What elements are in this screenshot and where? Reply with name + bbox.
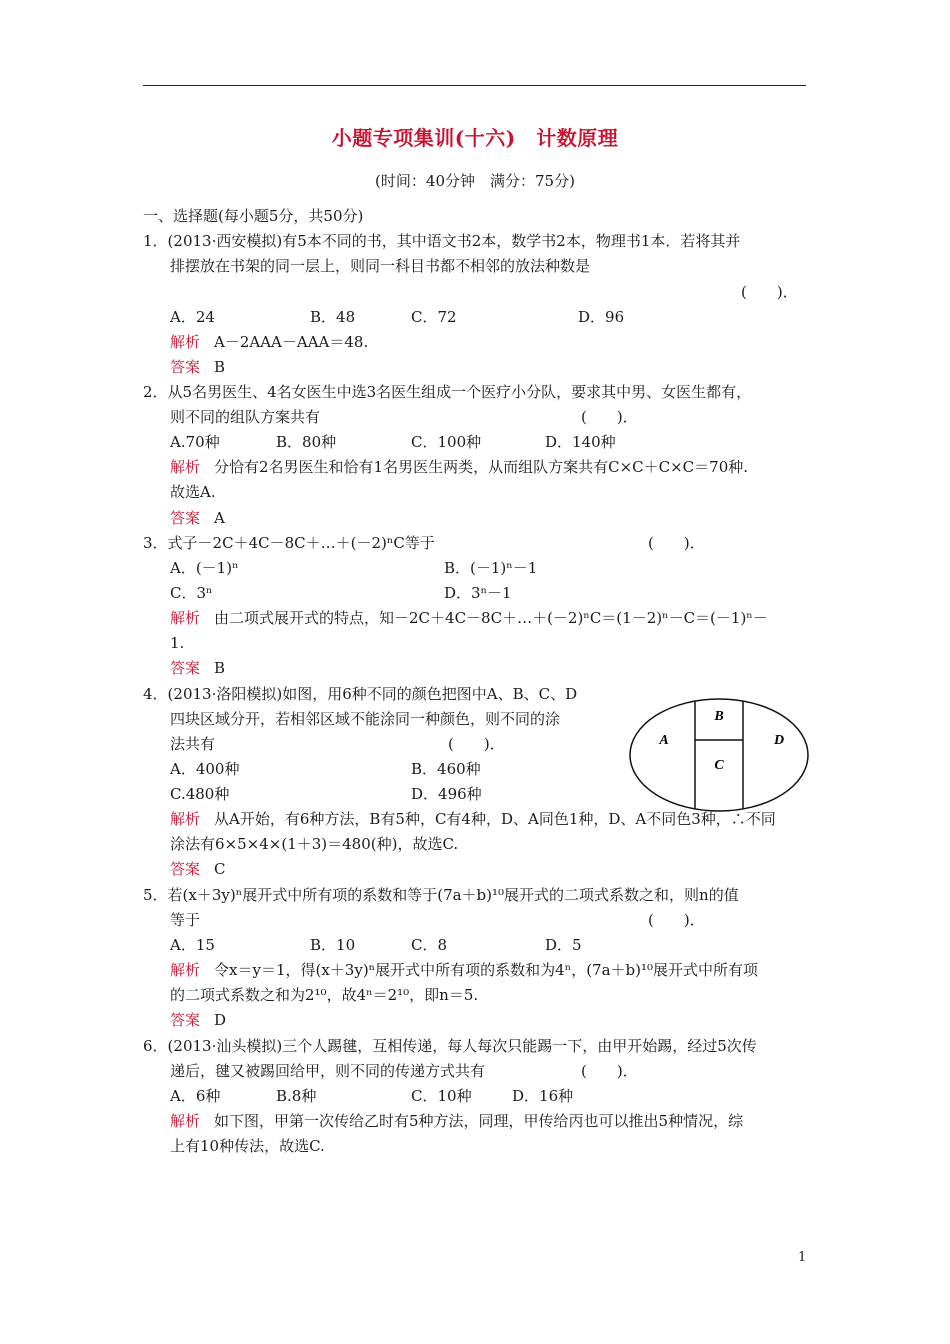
figure-label-d: D (773, 733, 785, 748)
q4-stem-line2: 四块区域分开，若相邻区域不能涂同一种颜色，则不同的涂 (170, 710, 561, 728)
q1-option-b: B．48 (310, 308, 356, 326)
q2-answer-label: 答案 (170, 509, 201, 527)
q6-option-d: D．16种 (512, 1087, 574, 1105)
q3-answer (170, 658, 225, 678)
q5-option-c: C．8 (411, 936, 448, 954)
q3-answer-value: B (214, 659, 226, 677)
q5-answer-paren: ( )． (648, 911, 705, 929)
q2-analysis-text: 分恰有2名男医生和恰有1名男医生两类，从而组队方案共有C×C＋C×C＝70种. (214, 458, 749, 476)
header-rule (143, 85, 806, 86)
q3-analysis-label: 解析 (170, 609, 201, 627)
q2-analysis (170, 457, 748, 477)
q3-option-a: A．(－1)ⁿ (170, 559, 239, 577)
q5-analysis-label: 解析 (170, 961, 201, 979)
figure-label-a: A (659, 733, 669, 748)
q4-option-b: B．460种 (411, 760, 481, 778)
q4-analysis-line2: 涂法有6×5×4×(1＋3)＝480(种)，故选C. (170, 835, 459, 853)
q1-option-c: C．72 (411, 308, 457, 326)
q6-analysis-line2: 上有10种传法，故选C. (170, 1137, 325, 1155)
q1-stem-line1: 1．(2013·西安模拟)有5本不同的书，其中语文书2本，数学书2本，物理书1本．若将其并 (143, 232, 741, 250)
q4-analysis-label: 解析 (170, 810, 201, 828)
q5-answer-label: 答案 (170, 1011, 201, 1029)
q5-stem-line2: 等于 (170, 911, 201, 929)
q2-answer (170, 508, 225, 528)
q5-answer (170, 1010, 226, 1030)
q3-analysis-line2: 1. (170, 634, 185, 652)
q4-answer (170, 859, 226, 879)
q1-analysis (170, 332, 368, 352)
q4-answer-label: 答案 (170, 860, 201, 878)
section-heading: 一、选择题(每小题5分，共50分) (143, 207, 364, 225)
q6-analysis-text: 如下图，甲第一次传给乙时有5种方法，同理，甲传给丙也可以推出5种情况，综 (214, 1112, 744, 1130)
q4-option-a: A．400种 (170, 760, 240, 778)
q5-analysis-line2: 的二项式系数之和为2¹⁰，故4ⁿ＝2¹⁰，即n＝5. (170, 986, 479, 1004)
q2-answer-paren: ( )． (581, 408, 638, 426)
figure-label-b: B (714, 709, 724, 724)
q3-answer-label: 答案 (170, 659, 201, 677)
q1-option-d: D．96 (578, 308, 625, 326)
page-number: 1 (798, 1250, 807, 1265)
q1-answer-value: B (214, 358, 226, 376)
q5-answer-value: D (214, 1011, 227, 1029)
q2-answer-value: A (214, 509, 225, 527)
q1-answer (170, 357, 225, 377)
q3-stem: 3．式子－2C＋4C－8C＋…＋(－2)ⁿC等于 (143, 534, 435, 552)
q3-analysis (170, 608, 768, 628)
figure-label-c: C (714, 758, 724, 773)
q6-option-b: B.8种 (276, 1087, 317, 1105)
q3-option-d: D．3ⁿ－1 (444, 584, 512, 602)
q2-analysis-line2: 故选A. (170, 483, 216, 501)
q2-option-d: D．140种 (545, 433, 616, 451)
q6-analysis (170, 1111, 743, 1131)
q4-option-c: C.480种 (170, 785, 230, 803)
q5-option-b: B．10 (310, 936, 356, 954)
q3-analysis-text: 由二项式展开式的特点，知－2C＋4C－8C＋…＋(－2)ⁿC＝(1－2)ⁿ－C＝(－1)ⁿ－ (214, 609, 768, 627)
q6-analysis-label: 解析 (170, 1112, 201, 1130)
q2-analysis-label: 解析 (170, 458, 201, 476)
q5-analysis-text: 令x＝y＝1，得(x＋3y)ⁿ展开式中所有项的系数和为4ⁿ，(7a＋b)¹⁰展开式中所有项 (214, 961, 759, 979)
q6-option-a: A．6种 (170, 1087, 221, 1105)
q3-option-b: B．(－1)ⁿ－1 (444, 559, 538, 577)
q2-stem-line1: 2．从5名男医生、4名女医生中选3名医生组成一个医疗小分队，要求其中男、女医生都有， (143, 383, 752, 401)
q2-option-b: B．80种 (276, 433, 337, 451)
page-title: 小题专项集训(十六) 计数原理 (331, 126, 619, 150)
q1-stem-line2: 排摆放在书架的同一层上，则同一科目书都不相邻的放法种数是 (170, 257, 591, 275)
q5-option-d: D．5 (545, 936, 582, 954)
q1-option-a: A．24 (170, 308, 215, 326)
page-subtitle: (时间：40分钟 满分：75分) (375, 172, 575, 190)
q1-answer-paren: ( )． (741, 283, 798, 301)
q6-stem-line2: 递后，毽又被踢回给甲，则不同的传递方式共有 (170, 1062, 486, 1080)
q3-option-c: C．3ⁿ (170, 584, 213, 602)
q4-answer-value: C (214, 860, 226, 878)
q6-stem-line1: 6．(2013·汕头模拟)三个人踢毽，互相传递，每人每次只能踢一下，由甲开始踢，经过5次传 (143, 1037, 757, 1055)
q2-stem-line2: 则不同的组队方案共有 (170, 408, 321, 426)
q3-answer-paren: ( )． (648, 534, 705, 552)
q5-analysis (170, 960, 758, 980)
q2-option-a: A.70种 (170, 433, 220, 451)
q4-answer-paren: ( )． (448, 735, 505, 753)
q4-region-figure (628, 696, 810, 814)
q1-analysis-text: A－2AAA－AAA＝48. (214, 333, 369, 351)
q5-stem-line1: 5．若(x＋3y)ⁿ展开式中所有项的系数和等于(7a＋b)¹⁰展开式的二项式系数之和，则n的值 (143, 886, 739, 904)
q1-answer-label: 答案 (170, 358, 201, 376)
q4-stem-line3: 法共有 (170, 735, 216, 753)
q4-stem-line1: 4．(2013·洛阳模拟)如图，用6种不同的颜色把图中A、B、C、D (143, 685, 578, 703)
q5-option-a: A．15 (170, 936, 215, 954)
q4-option-d: D．496种 (411, 785, 482, 803)
q6-answer-paren: ( )． (581, 1062, 638, 1080)
q6-option-c: C．10种 (411, 1087, 472, 1105)
q1-analysis-label: 解析 (170, 333, 201, 351)
q2-option-c: C．100种 (411, 433, 482, 451)
q4-analysis-text: 从A开始，有6种方法，B有5种，C有4种，D、A同色1种，D、A不同色3种，∴不同 (214, 810, 776, 828)
